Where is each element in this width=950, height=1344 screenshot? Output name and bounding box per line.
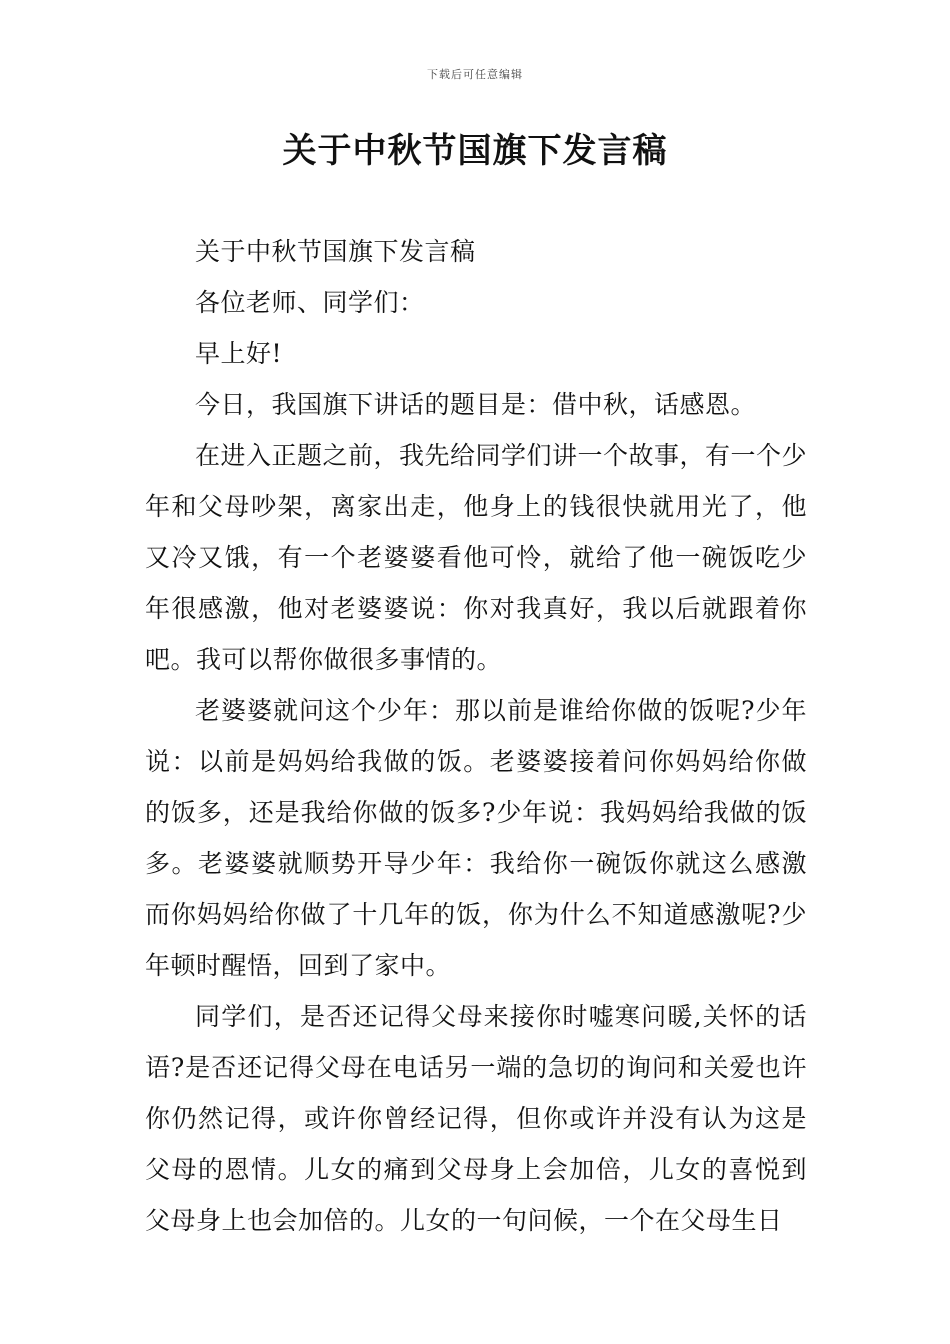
- document-body: [145, 226, 807, 1246]
- paragraph-greeting: 早上好!: [195, 339, 283, 368]
- paragraph-topic: 今日，我国旗下讲话的题目是：借中秋，话感恩。: [195, 390, 757, 419]
- paragraph-story-continued: 老婆婆就问这个少年：那以前是谁给你做的饭呢?少年说：以前是妈妈给我做的饭。老婆婆接着问你妈妈给你做的饭多，还是我给你做的饭多?少年说：我妈妈给我做的饭多。老婆婆就顺势开导少年：我给你一碗饭你就这么感激而你妈妈给你做了十几年的饭，你为什么不知道感激呢?少年顿时醒悟，回到了家中。: [145, 696, 807, 980]
- paragraph-heading-repeat: 关于中秋节国旗下发言稿: [195, 237, 476, 266]
- paragraph-reflection: 同学们，是否还记得父母来接你时嘘寒问暖,关怀的话语?是否还记得父母在电话另一端的急切的询问和关爱也许你仍然记得，或许你曾经记得，但你或许并没有认为这是父母的恩情。儿女的痛到父母身上会加倍，儿女的喜悦到父母身上也会加倍的。儿女的一句问候，一个在父母生日: [145, 1002, 807, 1235]
- document-title: 关于中秋节国旗下发言稿: [282, 131, 668, 171]
- header-note: 下载后可任意编辑: [427, 68, 523, 81]
- paragraph-story: 在进入正题之前，我先给同学们讲一个故事，有一个少年和父母吵架，离家出走，他身上的钱很快就用光了，他又冷又饿，有一个老婆婆看他可怜，就给了他一碗饭吃少年很感激，他对老婆婆说：你对我真好，我以后就跟着你吧。我可以帮你做很多事情的。: [145, 441, 808, 674]
- paragraph-salutation: 各位老师、同学们：: [195, 288, 425, 317]
